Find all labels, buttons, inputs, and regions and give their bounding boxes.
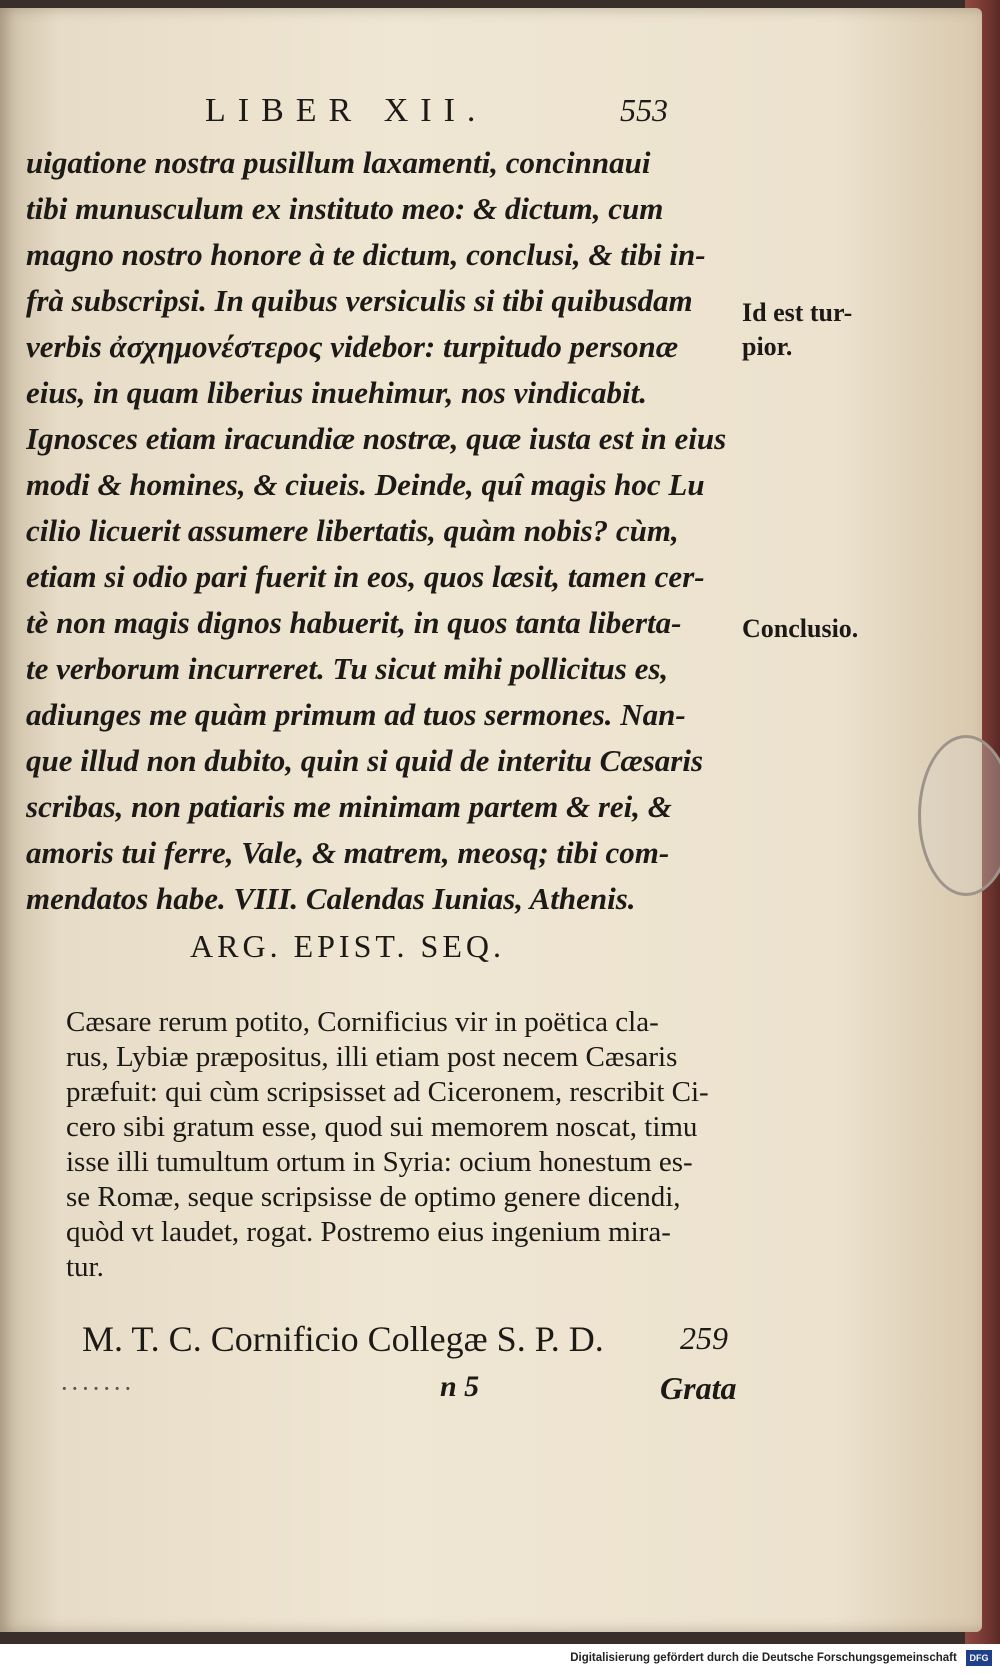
argument-line: Cæsare rerum potito, Cornificius vir in poëtica cla- xyxy=(66,1006,659,1038)
credit-text: Digitalisierung gefördert durch die Deutsche Forschungsgemeinschaft xyxy=(570,1652,957,1664)
argument-line: quòd vt laudet, rogat. Postremo eius ingenium mira- xyxy=(66,1216,671,1248)
text-line: scribas, non patiaris me minimam partem & rei, & xyxy=(26,789,672,824)
margin-note-conclusio: Conclusio. xyxy=(742,614,859,643)
text-line: cilio licuerit assumere libertatis, quàm nobis? cùm, xyxy=(26,513,679,548)
argument-text-block xyxy=(66,1005,746,1285)
argument-line: tur. xyxy=(66,1251,104,1283)
text-line: mendatos habe. VIII. Calendas Iunias, Athenis. xyxy=(26,881,636,916)
catchword: Grata xyxy=(660,1370,737,1406)
text-line: te verborum incurreret. Tu sicut mihi pollicitus es, xyxy=(26,651,669,686)
text-line: tibi munusculum ex instituto meo: & dictum, cum xyxy=(26,191,664,226)
text-line: que illud non dubito, quin si quid de interitu Cæsaris xyxy=(26,743,704,778)
margin-note-line: pior. xyxy=(742,332,793,361)
text-line: frà subscripsi. In quibus versiculis si tibi quibusdam xyxy=(26,283,693,318)
page-number: 553 xyxy=(620,92,668,128)
text-line: Ignosces etiam iracundiæ nostræ, quæ iusta est in eius xyxy=(26,421,727,456)
text-line: uigatione nostra pusillum laxamenti, concinnaui xyxy=(26,145,651,180)
text-line: adiunges me quàm primum ad tuos sermones. Nan- xyxy=(26,697,686,732)
argument-heading: ARG. EPIST. SEQ. xyxy=(190,928,505,964)
argument-line: rus, Lybiæ præpositus, illi etiam post necem Cæsaris xyxy=(66,1041,678,1073)
main-text-block xyxy=(26,140,730,922)
running-head: LIBER XII. xyxy=(205,92,488,129)
text-line: verbis ἀσχημονέστερος videbor: turpitudo personæ xyxy=(26,329,679,364)
argument-line: cero sibi gratum esse, quod sui memorem noscat, timu xyxy=(66,1111,698,1143)
text-line: amoris tui ferre, Vale, & matrem, meosq; tibi com- xyxy=(26,835,670,870)
margin-note-turpior xyxy=(742,296,852,364)
text-line: magno nostro honore à te dictum, conclusi, & tibi in- xyxy=(26,237,706,272)
text-line: eius, in quam liberius inuehimur, nos vindicabit. xyxy=(26,375,648,410)
dfg-logo-icon: DFG xyxy=(966,1650,992,1666)
letter-number: 259 xyxy=(680,1320,728,1356)
argument-line: præfuit: qui cùm scripsisset ad Ciceronem, rescribit Ci- xyxy=(66,1076,709,1108)
margin-note-line: Id est tur- xyxy=(742,298,853,327)
digitization-credit xyxy=(570,1652,992,1664)
letter-heading: M. T. C. Cornificio Collegæ S. P. D. xyxy=(82,1319,604,1359)
text-line: modi & homines, & ciueis. Deinde, quî magis hoc Lu xyxy=(26,467,705,502)
ink-smudge: ·∙·∙·∙· xyxy=(60,1374,136,1403)
text-line: etiam si odio pari fuerit in eos, quos læsit, tamen cer- xyxy=(26,559,705,594)
text-line: tè non magis dignos habuerit, in quos tanta liberta- xyxy=(26,605,682,640)
argument-line: isse illi tumultum ortum in Syria: ocium honestum es- xyxy=(66,1146,693,1178)
signature-mark: n 5 xyxy=(440,1370,480,1403)
argument-line: se Romæ, seque scripsisse de optimo genere dicendi, xyxy=(66,1181,681,1213)
